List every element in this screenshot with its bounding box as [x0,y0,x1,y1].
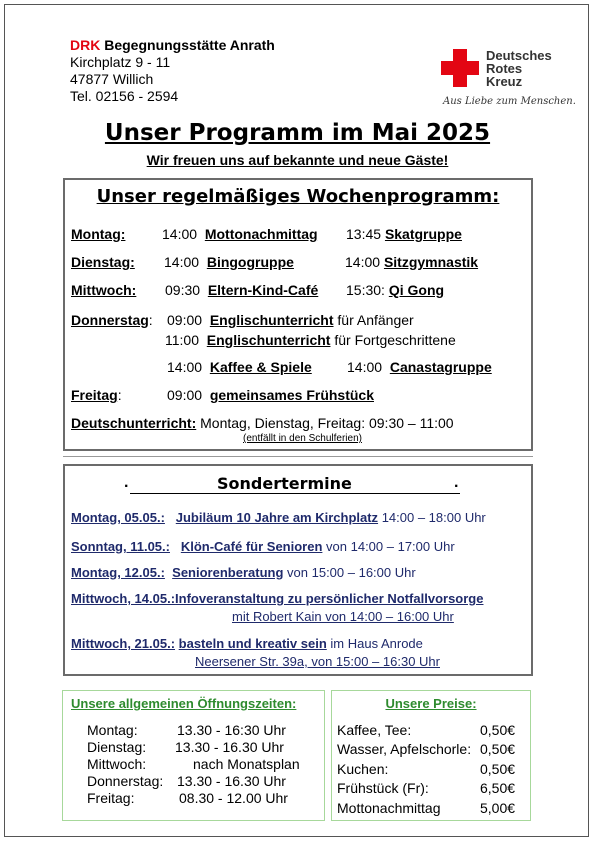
price-item-5: Mottonachmittag [337,800,441,816]
price-value-5: 5,00€ [480,800,516,816]
price-item-2: Wasser, Apfelschorle: [337,741,472,757]
logo-line1: Deutsches [486,48,552,63]
day-dienstag: Dienstag: [71,254,135,270]
donnerstag-slot2: 11:00 Englischunterricht für Fortgeschrittene [165,332,456,348]
org-prefix: DRK [70,37,101,53]
heading-dot-left: . [124,474,129,491]
mittwoch-slot2: 15:30: Qi Gong [346,282,445,298]
heading-underline [130,493,460,494]
logo-line2: Rotes [486,61,523,76]
logo-line3: Kreuz [486,74,523,89]
opening-day-1: Montag: [87,722,138,738]
opening-day-5: Freitag: [87,790,135,806]
special-item-1: Montag, 05.05.: Jubiläum 10 Jahre am Kirchplatz 14:00 – 18:00 Uhr [71,510,486,525]
price-value-2: 0,50€ [480,741,516,757]
opening-hours-5: 08.30 - 12.00 Uhr [179,790,288,806]
montag-slot2: 13:45 Skatgruppe [346,226,462,242]
org-title: Begegnungsstätte Anrath [104,37,275,53]
day-montag: Montag: [71,226,126,242]
opening-heading: Unsere allgemeinen Öffnungszeiten: [71,696,297,711]
day-donnerstag: Donnerstag: [71,312,153,328]
deutschunterricht-note: (entfällt in den Schulferien) [243,433,362,444]
special-item-3: Montag, 12.05.: Seniorenberatung von 15:00 – 16:00 Uhr [71,565,416,580]
donnerstag-slot4: 14:00 Canastagruppe [347,359,492,375]
page-title: Unser Programm im Mai 2025 [104,120,491,146]
dienstag-slot1: 14:00 Bingogruppe [164,254,294,270]
org-name [70,37,275,54]
price-item-3: Kuchen: [337,761,389,777]
opening-hours-1: 13.30 - 16:30 Uhr [177,722,286,738]
price-value-3: 0,50€ [480,761,516,777]
prices-heading: Unsere Preise: [385,696,477,711]
donnerstag-slot1: 09:00 Englischunterricht für Anfänger [167,312,414,328]
special-item-4-detail: mit Robert Kain von 14:00 – 16:00 Uhr [232,609,454,624]
red-cross-icon [441,49,479,87]
page-subtitle: Wir freuen uns auf bekannte und neue Gäste! [146,152,449,168]
address-city: 47877 Willich [70,71,154,87]
logo-slogan: Aus Liebe zum Menschen. [443,96,576,107]
opening-hours-2: 13.30 - 16.30 Uhr [175,739,284,755]
special-item-5-detail: Neersener Str. 39a, von 15:00 – 16:30 Uhr [195,654,440,669]
donnerstag-slot3: 14:00 Kaffee & Spiele [167,359,312,375]
special-item-4: Mittwoch, 14.05.:Infoveranstaltung zu persönlicher Notfallvorsorge [71,591,484,606]
freitag-slot1: 09:00 gemeinsames Frühstück [167,387,374,403]
price-value-1: 0,50€ [480,722,516,738]
special-item-5: Mittwoch, 21.05.: basteln und kreativ sein im Haus Anrode [71,636,423,651]
special-heading: Sondertermine [217,474,352,493]
heading-dot-right: . [454,474,459,491]
opening-day-4: Donnerstag: [87,773,164,789]
weekly-heading: Unser regelmäßiges Wochenprogramm: [96,186,500,207]
price-item-1: Kaffee, Tee: [337,722,412,738]
special-item-2: Sonntag, 11.05.: Klön-Café für Senioren von 14:00 – 17:00 Uhr [71,539,455,554]
price-value-4: 6,50€ [480,780,516,796]
opening-hours-3: nach Monatsplan [193,756,300,772]
address-phone: Tel. 02156 - 2594 [70,88,179,104]
day-mittwoch: Mittwoch: [71,282,137,298]
opening-day-3: Mittwoch: [87,756,147,772]
dienstag-slot2: 14:00 Sitzgymnastik [345,254,479,270]
day-freitag: Freitag: [71,387,122,403]
opening-day-2: Dienstag: [87,739,147,755]
montag-slot1: 14:00 Mottonachmittag [162,226,318,242]
logo-text [486,49,552,88]
address-street: Kirchplatz 9 - 11 [70,54,171,70]
mittwoch-slot1: 09:30 Eltern-Kind-Café [165,282,319,298]
deutschunterricht: Deutschunterricht: Montag, Dienstag, Freitag: 09:30 – 11:00 [71,415,454,431]
price-item-4: Frühstück (Fr): [337,780,429,796]
opening-hours-4: 13.30 - 16.30 Uhr [177,773,286,789]
divider [63,456,533,457]
